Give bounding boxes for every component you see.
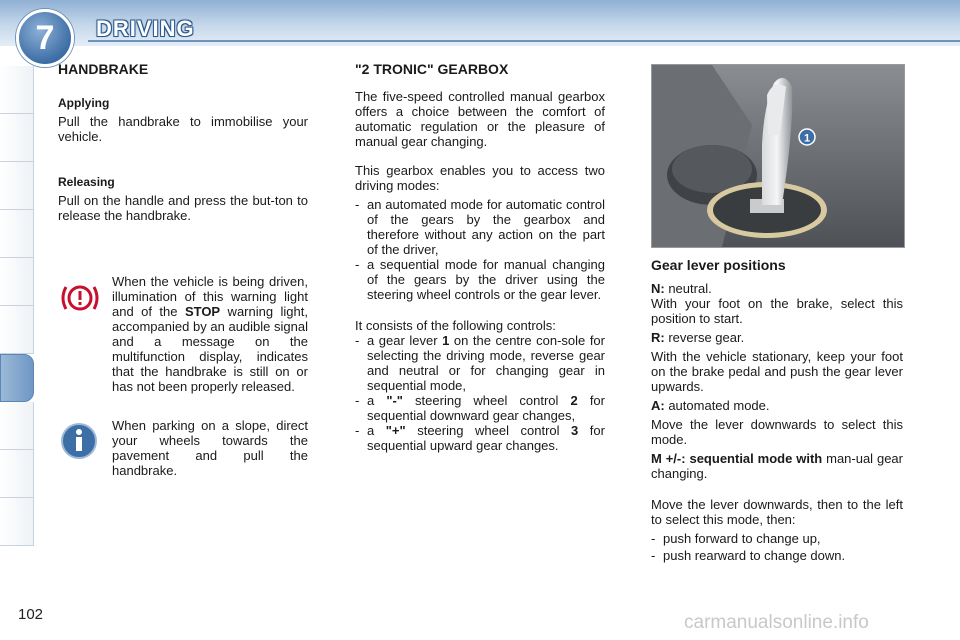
chapter-tab[interactable] [0,450,34,498]
stop-label: STOP [184,304,221,319]
control-text: for sequential upward gear changes. [367,423,605,453]
mode-item: - a sequential mode for manual changing of the gears by the driver using the steering wheel controls or the gear lever. [355,257,605,302]
position-value: neutral. [664,281,712,296]
position-label: R: [651,330,665,345]
info-note: When parking on a slope, direct your wheels towards the pavement and pull the handbrake. [112,418,308,478]
control-text: for sequential downward gear changes, [367,393,605,423]
control-number: 3 [571,423,579,438]
control-item [355,333,605,393]
control-number: 2 [570,393,578,408]
positions-title: Gear lever positions [651,257,786,273]
control-symbol: "+" [385,423,406,438]
control-text: steering wheel control [405,423,572,438]
header-rule [88,40,960,42]
control-text: on the centre con-sole for selecting the driving mode, reverse gear and neutral or for changing gear in sequential mode, [367,333,605,393]
chapter-tab-active[interactable] [0,354,34,402]
position-m-text: Move the lever downwards, then to the left to select this mode, then: [651,497,903,527]
position-label: A: [651,398,665,413]
m-step: - push rearward to change down. [651,548,903,563]
chapter-tab[interactable] [0,498,34,546]
handbrake-title: HANDBRAKE [58,61,149,77]
control-number: 1 [442,333,450,348]
watermark: carmanualsonline.info [684,612,869,633]
applying-text: Pull the handbrake to immobilise your vehicle. [58,114,308,144]
control-text: a [367,423,386,438]
handbrake-section [58,62,308,223]
position-label: M +/-: sequential mode with [651,451,823,466]
chapter-tab[interactable] [0,162,34,210]
position-n-text: With your foot on the brake, select this position to start. [651,296,903,326]
control-text: a [367,393,387,408]
position-value: reverse gear. [664,330,745,345]
page-number: 102 [18,606,44,623]
position-r [651,330,903,345]
position-a-text: Move the lever downwards to select this mode. [651,417,903,447]
position-a [651,398,903,413]
chapter-tab[interactable] [0,114,34,162]
section-title: DRIVING [96,16,195,41]
chapter-badge: 7 [16,9,74,67]
chapter-tab[interactable] [0,66,34,114]
position-m [651,451,903,481]
info-icon [60,422,98,460]
control-item [355,423,605,453]
positions-section [651,258,903,563]
mode-item: - an automated mode for automatic control of the gears by the gearbox and therefore without any action on the part of the driver, [355,197,605,257]
position-r-text: With the vehicle stationary, keep your foot on the brake pedal and push the gear lever upwards. [651,349,903,394]
photo-callout-label: 1 [803,132,811,145]
gearbox-intro: The five-speed controlled manual gearbox offers a choice between the comfort of automatic regulation or the pleasure of manual gear changing. [355,89,605,149]
handbrake-warning-icon [58,280,102,316]
gear-lever-photo [651,64,905,248]
control-text: steering wheel control [402,393,571,408]
chapter-tab[interactable] [0,402,34,450]
gearbox-title: "2 TRONIC" GEARBOX [355,61,509,77]
control-symbol: "-" [386,393,403,408]
position-label: N: [651,281,665,296]
chapter-tab[interactable] [0,210,34,258]
warning-note-top [112,274,308,394]
chapter-tab[interactable] [0,306,34,354]
control-item [355,393,605,423]
chapter-tab[interactable] [0,258,34,306]
applying-heading: Applying [58,96,110,110]
releasing-text: Pull on the handle and press the but-ton to release the handbrake. [58,193,308,223]
position-value: man-ual gear changing. [651,451,903,481]
modes-intro: This gearbox enables you to access two driving modes: [355,163,605,193]
position-value: automated mode. [664,398,770,413]
controls-intro: It consists of the following controls: [355,318,556,333]
releasing-heading: Releasing [58,175,115,189]
gearbox-section [355,62,605,453]
m-step: - push forward to change up, [651,531,903,546]
warning-note-text: When the vehicle is being driven, illumination of this warning light and of the [112,274,308,319]
chapter-tabs [0,66,34,546]
warning-note-cont: warning light, accompanied by an audible signal and a message on the multifunction display, indicates that the handbrake is still on or has not been properly released. [112,304,308,394]
position-n [651,281,903,296]
control-text: a gear lever [367,333,443,348]
